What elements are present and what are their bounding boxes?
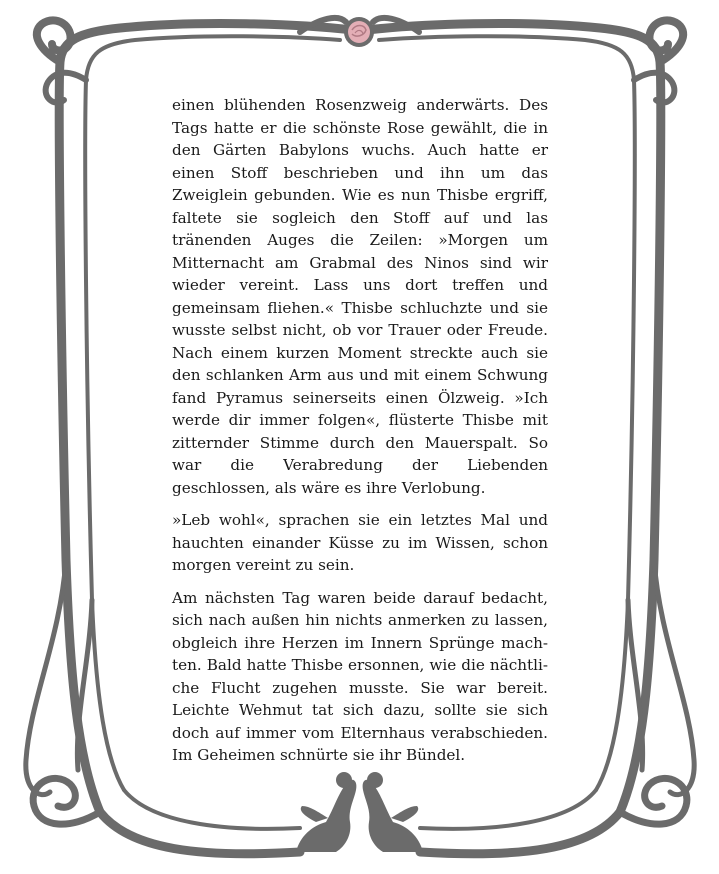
- paragraph: Am nächsten Tag waren beide darauf bedacht, sich nach außen hin nichts anmerken zu lassen, obgleich ihre Herzen im Innern Sprünge machten. Bald hatte Thisbe ersonnen, wie die nächtliche Flucht zugehen musste. Sie war bereit. Leichte Wehmut tat sich dazu, sollte sie sich doch auf immer vom Elternhaus verabschieden. Im Geheimen schnürte sie ihr Bündel.: [172, 588, 548, 764]
- story-text: [172, 94, 548, 777]
- paragraph: »Leb wohl«, sprachen sie ein letztes Mal und hauchten einander Küsse zu im Wissen, schon morgen vereint zu sein.: [172, 511, 548, 574]
- paragraph: einen blühenden Rosenzweig anderwärts. Des Tags hatte er die schönste Rose gewählt, die in den Gärten Babylons wuchs. Auch hatte er einen Stoff beschrieben und ihn um das Zweiglein gebunden. Wie es nun Thisbe ergriff, faltete sie sogleich den Stoff auf und las tränenden Auges die Zeilen: »Morgen um Mitternacht am Grabmal des Ninos sind wir wieder vereint. Lass uns dort treffen und gemeinsam fliehen.« Thisbe schluchzte und sie wusste selbst nicht, ob vor Trauer oder Freude. Nach einem kurzen Moment streckte auch sie den schlanken Arm aus und mit einem Schwung fand Pyramus seinerseits einen Ölzweig. »Ich werde dir immer folgen«, flüsterte Thisbe mit zitternder Stimme durch den Mauerspalt. So war die Verabredung der Liebenden geschlossen, als wäre es ihre Verlobung.: [172, 96, 548, 497]
- rose-ornament: [344, 17, 374, 47]
- kneeling-lovers-ornament: [296, 772, 423, 852]
